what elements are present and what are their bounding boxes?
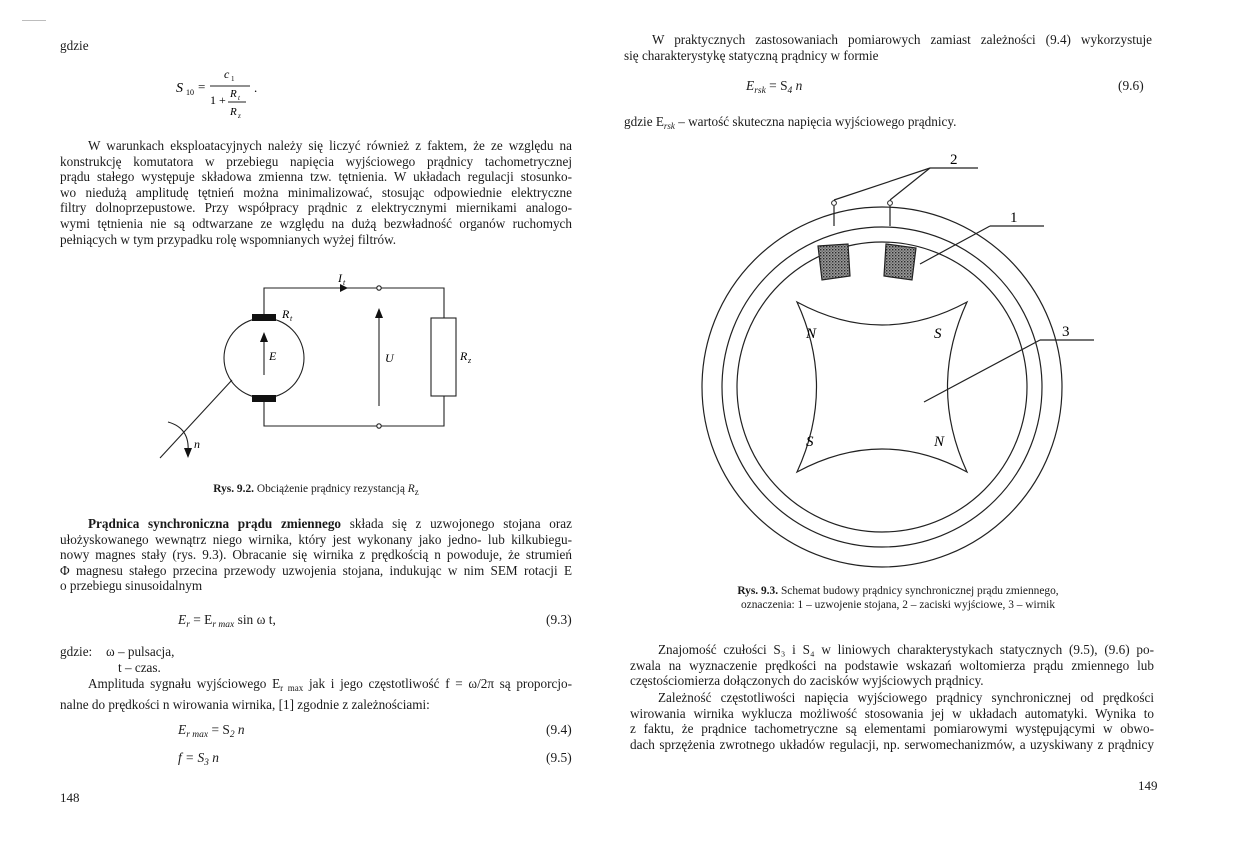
rotation-arc: [168, 422, 188, 452]
formula-s10-fnum: R: [230, 88, 237, 100]
equation-9-6: $E_{rsk} = S_4$ n: [746, 78, 803, 96]
gdzie-label: gdzie: [60, 38, 89, 53]
equation-9-3-number: (9.3): [546, 612, 572, 627]
brush-bottom: [252, 395, 276, 402]
terminal-bottom: [377, 424, 381, 428]
text-line: pełniących w tym przypadku rolę wspomnianych wyżej filtrów.: [60, 231, 397, 247]
right-page: [618, 0, 1236, 864]
right-paragraph-3: [630, 690, 1154, 752]
label-E: E: [269, 349, 277, 363]
term-bold: Prądnica synchroniczna prądu zmiennego: [88, 516, 342, 531]
svg-text:z: z: [468, 356, 472, 365]
stator-middle-circle: [722, 227, 1042, 547]
wire-bottom: [264, 396, 444, 426]
text-line: wo niedużą amplitudę tętnień można minimalizować, stosując odpowiednie elektryczne: [60, 184, 572, 200]
pole-S-top: S: [934, 326, 942, 342]
text-line: częstościomierza dołączonych do zacisków wyjściowych prądnicy.: [630, 673, 984, 689]
brush-top: [252, 314, 276, 321]
arrow-rotation: [184, 448, 192, 458]
stator-winding-right: [884, 244, 916, 280]
caption-9-3: Rys. 9.3. Schemat budowy prądnicy synchronicznej prądu zmiennego, oznaczenia: 1 – uzwojenie stojana, 2 – zaciski wyjściowe, 3 – wirnik: [737, 585, 1059, 611]
caption-9-2-var: R: [407, 483, 415, 495]
right-paragraph-1: [624, 32, 1152, 63]
caption-9-2-bold: Rys. 9.2.: [213, 483, 255, 495]
formula-s10-fnum-sub: t: [238, 94, 240, 102]
label-3: 3: [1062, 324, 1070, 340]
right-gdzie-line: gdzie $E_{rsk}$ – wartość skuteczna napięcia wyjściowego prądnicy.: [624, 114, 957, 131]
stator-outer-circle: [702, 207, 1062, 567]
text-line: Znajomość czułości S₃ i S₄ w liniowych charakterystykach statycznych (9.5), (9.6) po-: [658, 642, 1154, 657]
stator-inner-circle: [737, 242, 1027, 532]
left-paragraph-3: [60, 676, 572, 712]
formula-s10-fden-sub: z: [238, 112, 241, 120]
arrow-voltage: [375, 308, 383, 318]
text-line: filtry dolnoprzepustowe. Przy współpracy prądnic z elektrycznymi miernikami analogo-: [60, 200, 572, 216]
text-line: W praktycznych zastosowaniach pomiarowych zamiast zależności (9.4) wykorzystuje: [652, 32, 1152, 47]
gdzie-t: t – czas.: [118, 660, 161, 675]
left-paragraph-1: [60, 138, 572, 247]
left-paragraph-2: [60, 516, 572, 594]
text-line: nalne do prędkości n wirowania wirnika, [1] zgodnie z zależnościami:: [60, 696, 430, 712]
label-Rz: R: [460, 349, 468, 363]
equation-9-3: $E_r = E_{r max}$ sin ω t,: [178, 612, 276, 630]
equation-9-4-number: (9.4): [546, 722, 572, 737]
formula-s10-num-sub: 1: [231, 75, 235, 83]
scan-mark: [22, 20, 46, 21]
resistor-rz: [431, 318, 456, 396]
text-line: się charakterystykę statyczną prądnicy w formie: [624, 47, 879, 63]
text-line: wirowania wirnika wyklucza możliwość stosowania jej w układach automatyki. Wynika to: [630, 705, 1154, 721]
label-n: n: [194, 437, 200, 451]
equation-9-5-number: (9.5): [546, 750, 572, 765]
text-line: konstrukcję komutatora w przebiegu napięcia wyjściowego prądnicy tachometrycznej: [60, 153, 572, 169]
caption-9-2-text: Obciążenie prądnicy rezystancją: [256, 483, 405, 495]
text-line: Amplituda sygnału wyjściowego $E_{r max}$ jak i jego częstotliwość f = ω/2π są proporcjo-: [88, 676, 573, 693]
formula-s10-lhs-sub: 10: [186, 88, 194, 97]
formula-s10: [170, 64, 280, 124]
label-2: 2: [950, 152, 958, 168]
text-line: Zależność częstotliwości napięcia wyjściowego prądnicy synchronicznej od prędkości: [658, 690, 1154, 705]
equation-9-6-number: (9.6): [1118, 78, 1144, 93]
formula-s10-one: 1 +: [210, 93, 226, 107]
text-line: zwala na wyznaczenie prędkości na podstawie wskazań woltomierza prądu zmiennego lub: [630, 657, 1154, 673]
text-line: ułożyskowanego wewnątrz niego wirnika, który jest wykonany jako jedno- lub kilkubiegu-: [60, 531, 572, 547]
text-line: wymi tętnienia nie są odtwarzane ze względu na dużą bezwładność organów ruchomych: [60, 215, 572, 231]
svg-text:=: =: [198, 79, 206, 94]
svg-text:t: t: [343, 278, 346, 287]
text-line: W warunkach eksploatacyjnych należy się liczyć również z faktem, że ze względu na: [88, 138, 572, 153]
pole-S-bottom: S: [806, 434, 814, 450]
pole-N-bottom: N: [934, 434, 945, 450]
text-line: Φ magnesu stałego przecina przewody uzwojenia stojana, indukując w nim SEM rotacji E: [60, 562, 572, 578]
gdzie-omega: ω – pulsacja,: [106, 644, 175, 659]
text-line: o przebiegu sinusoidalnym: [60, 578, 203, 594]
label-It: I: [338, 271, 342, 285]
text-line: prądu stałego występuje składowa zmienna tzw. tętnienia. W układach regulacji stosunko-: [60, 169, 572, 185]
stator-winding-left: [818, 244, 850, 280]
figure-9-2-circuit: [150, 270, 490, 470]
text-line: dach sprzężenia zwrotnego układów regulacji, np. serwomechanizmów, a uzyskiwany z prądnicy: [630, 736, 1154, 752]
formula-s10-num: c: [224, 67, 230, 81]
arrow-emf: [260, 332, 268, 342]
formula-s10-fden: R: [230, 106, 237, 118]
formula-s10-lhs: S: [176, 81, 183, 96]
caption-9-2: Rys. 9.2. Obciążenie prądnicy rezystancją $R_z$: [213, 483, 419, 497]
page-number-left: 148: [60, 790, 80, 805]
terminal-top: [377, 286, 381, 290]
label-Rt: R: [282, 307, 290, 321]
caption-9-3-bold: Rys. 9.3.: [737, 585, 779, 597]
page-number-right: 149: [1138, 778, 1158, 793]
text-line: Prądnica synchroniczna prądu zmiennego składa się z uzwojonego stojana oraz: [88, 516, 572, 531]
text-line: nowy magnes stały (rys. 9.3). Obracanie się wirnika z prędkością n powoduje, że strumień: [60, 547, 572, 563]
gdzie-list-label: gdzie:: [60, 644, 93, 659]
equation-9-4: $E_{r max} = S_2$ n: [178, 722, 245, 740]
text-line: z faktu, że prądnice tachometryczne są elementami pomiarowymi występującymi w obwo-: [630, 721, 1154, 737]
label-U: U: [385, 351, 394, 365]
right-paragraph-2: [630, 642, 1154, 689]
figure-9-3-generator: [688, 150, 1108, 580]
svg-text:t: t: [290, 314, 293, 323]
equation-9-5: $f = S_3$ n: [178, 750, 219, 768]
pole-N-top: N: [806, 326, 817, 342]
formula-s10-dot: .: [254, 80, 258, 95]
label-1: 1: [1010, 210, 1018, 226]
